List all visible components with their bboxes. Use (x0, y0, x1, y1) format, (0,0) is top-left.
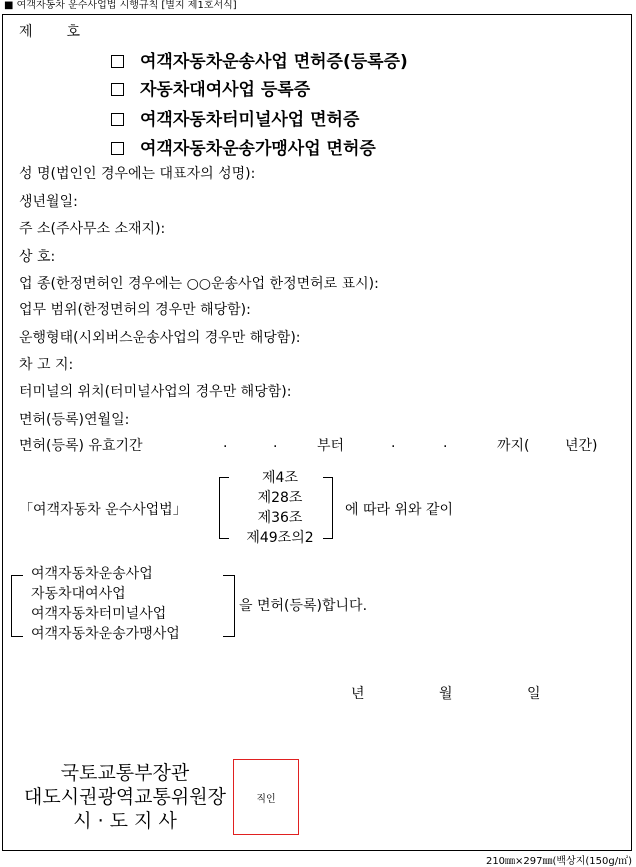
validity-dot: . (443, 435, 448, 451)
law-article-list (239, 468, 321, 548)
validity-from: 부터 (317, 438, 345, 454)
title-car-rental: 자동차대여사업 등록증 (111, 75, 310, 100)
authority-line: 시 · 도 지 사 (73, 810, 177, 832)
validity-dot: . (273, 435, 278, 451)
checkbox-franchise[interactable] (111, 142, 124, 155)
license-statement: 을 면허(등록)합니다. (239, 598, 368, 614)
field-address: 주 소(주사무소 소재지): (19, 221, 166, 237)
form-header: ■ 여객자동차 운수사업법 시행규칙 [별지 제1호서식] (4, 0, 237, 11)
field-garage: 차 고 지: (19, 357, 74, 373)
field-validity-period (19, 435, 619, 455)
validity-dot: . (223, 435, 228, 451)
issuing-authority (17, 761, 233, 833)
bracket-left (11, 575, 23, 637)
official-seal-box (233, 759, 299, 835)
seal-label: 직인 (256, 793, 276, 805)
law-article: 제36조 (257, 510, 303, 526)
bracket-right (323, 477, 333, 539)
bracket-right (223, 575, 235, 637)
field-name: 성 명(법인인 경우에는 대표자의 성명): (19, 166, 256, 182)
authority-line: 국토교통부장관 (60, 762, 190, 784)
title-franchise: 여객자동차운송가맹사업 면허증 (111, 134, 376, 159)
date-month: 월 (439, 686, 453, 702)
title-passenger-transport: 여객자동차운송사업 면허증(등록증) (111, 47, 408, 72)
date-year: 년 (351, 686, 365, 702)
field-trade-name: 상 호: (19, 249, 56, 265)
authority-line: 대도시권광역교통위원장 (24, 786, 226, 808)
field-operation-type: 운행형태(시외버스운송사업의 경우만 해당함): (19, 330, 301, 346)
certificate-frame (2, 14, 632, 851)
business-type-item: 여객자동차운송가맹사업 (31, 626, 180, 642)
law-reference: 「여객자동차 운수사업법」 (19, 502, 187, 518)
bracket-left (219, 477, 229, 539)
business-type-item: 여객자동차터미널사업 (31, 606, 167, 622)
validity-label: 면허(등록) 유효기간 (19, 438, 143, 454)
validity-until: 까지( (497, 438, 530, 454)
law-article: 제49조의2 (246, 530, 314, 546)
document-number-label: 제 (19, 24, 33, 40)
law-tail-text: 에 따라 위와 같이 (345, 502, 454, 518)
law-article: 제4조 (262, 470, 298, 486)
checkbox-car-rental[interactable] (111, 83, 124, 96)
field-birthdate: 생년월일: (19, 194, 78, 210)
field-business-scope: 업무 범위(한정면허의 경우만 해당함): (19, 302, 251, 318)
date-day: 일 (527, 686, 541, 702)
validity-dot: . (391, 435, 396, 451)
field-business-type: 업 종(한정면허인 경우에는 ○○운송사업 한정면허로 표시): (19, 276, 379, 292)
business-type-item: 여객자동차운송사업 (31, 566, 153, 582)
field-license-date: 면허(등록)연월일: (19, 412, 130, 428)
field-terminal-location: 터미널의 위치(터미널사업의 경우만 해당함): (19, 384, 292, 400)
document-number-suffix: 호 (66, 24, 81, 40)
checkbox-passenger-transport[interactable] (111, 55, 124, 68)
business-type-list (31, 564, 180, 644)
document-number (19, 21, 80, 41)
business-type-item: 자동차대여사업 (31, 586, 126, 602)
title-terminal: 여객자동차터미널사업 면허증 (111, 105, 359, 130)
law-article: 제28조 (257, 490, 303, 506)
paper-spec: 210㎜×297㎜(백상지(150g/㎡) (485, 856, 632, 867)
validity-years: 년간) (565, 438, 598, 454)
checkbox-terminal[interactable] (111, 113, 124, 126)
